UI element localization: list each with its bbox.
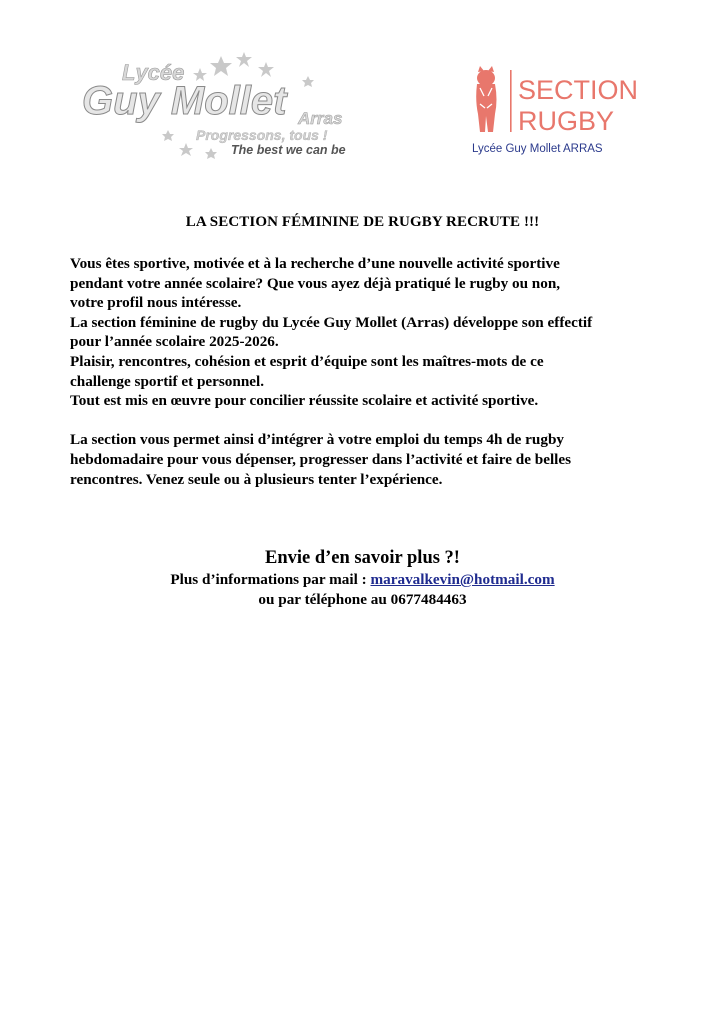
paragraph-gap xyxy=(70,411,670,431)
tiger-icon xyxy=(476,66,496,132)
logo-slogan2: The best we can be xyxy=(231,143,346,157)
body-line: Vous êtes sportive, motivée et à la recherche d’une nouvelle activité sportive xyxy=(70,255,560,272)
page-title: LA SECTION FÉMININE DE RUGBY RECRUTE !!! xyxy=(185,214,540,230)
section-rugby-logo-icon xyxy=(466,66,639,160)
body-line: hebdomadaire pour vous dépenser, progresser dans l’activité et faire de belles xyxy=(70,450,572,468)
body-line: pendant votre année scolaire? Que vous ayez déjà pratiqué le rugby ou non, xyxy=(70,274,561,292)
section-rugby-logo xyxy=(466,66,639,160)
school-logo xyxy=(76,48,366,166)
logo-slogan1: Progressons, tous ! xyxy=(196,127,328,143)
body-line: La section féminine de rugby du Lycée Guy Mollet (Arras) développe son effectif xyxy=(70,313,593,331)
school-logo-icon xyxy=(76,48,366,166)
body-line: Tout est mis en œuvre pour concilier réussite scolaire et activité sportive. xyxy=(70,392,539,410)
logo-word2: RUGBY xyxy=(518,106,615,136)
logo-line1: Lycée xyxy=(122,60,185,85)
logo-caption: Lycée Guy Mollet ARRAS xyxy=(472,143,603,155)
contact-section xyxy=(0,546,725,609)
logo-line2: Guy Mollet xyxy=(82,79,287,123)
body-line: rencontres. Venez seule ou à plusieurs tenter l’expérience. xyxy=(70,470,443,488)
body-line: votre profil nous intéresse. xyxy=(70,294,242,312)
cta-mail-prefix: Plus d’informations par mail : xyxy=(170,571,371,588)
logo-word1: SECTION xyxy=(518,75,639,105)
body-line: pour l’année scolaire 2025-2026. xyxy=(70,333,279,351)
body-line: challenge sportif et personnel. xyxy=(70,372,265,390)
logo-city: Arras xyxy=(298,109,343,128)
cta-heading: Envie d’en savoir plus ?! xyxy=(265,548,460,568)
body-line: La section vous permet ainsi d’intégrer à votre emploi du temps 4h de rugby xyxy=(70,431,565,449)
body-line: Plaisir, rencontres, cohésion et esprit d’équipe sont les maîtres-mots de ce xyxy=(70,352,544,370)
cta-mail-line xyxy=(0,570,725,590)
cta-phone-line: ou par téléphone au 0677484463 xyxy=(258,590,467,608)
logo-divider xyxy=(510,70,512,132)
body-text xyxy=(70,254,670,489)
email-link[interactable]: maravalkevin@hotmail.com xyxy=(370,571,555,588)
